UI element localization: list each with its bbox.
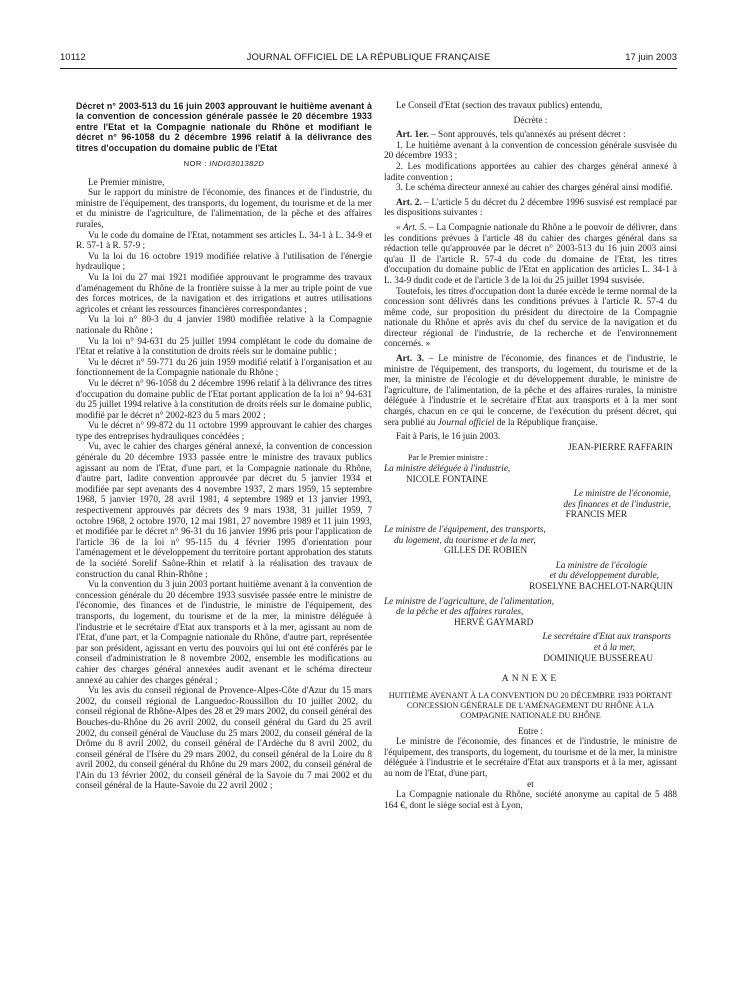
article-3-label: Art. 3. <box>396 354 424 365</box>
issue-date: 17 juin 2003 <box>625 52 677 63</box>
article-1-item: 2. Les modifications apportées au cahier des charges général annexé à ladite convention ; <box>384 161 677 183</box>
article-1-item: 1. Le huitième avenant à la convention de concession générale susvisée du 20 décembre 1933 ; <box>384 140 677 162</box>
entre-heading: Entre : <box>518 726 543 737</box>
nor-label: NOR : <box>183 159 207 169</box>
article-2 <box>384 198 677 219</box>
paragraph: Vu le décret n° 96-1058 du 2 décembre 1996 relatif à la délivrance des titres d'occupation du domaine public de l'Etat portant application de la loi n° 94-631 du 25 juillet 1994 relative à la constitution de droits réels sur le domaine public, modifié par le décret n° 2002-823 du 5 mars 2002 ; <box>76 378 372 421</box>
signatory-role: Le ministre de l'équipement, des transports, <box>384 524 546 535</box>
nor-reference <box>76 159 372 170</box>
article-1 <box>384 130 677 141</box>
article-3-text: – Le ministre de l'économie, des finances et de l'industrie, le ministre de l'équipement, des transports, du logement, du tourisme et de la mer, la ministre de l'écologie et du développement durable, le ministre de l'agriculture, de l'alimentation, de la pêche et des affaires rurales, la ministre déléguée à l'industrie et le secrétaire d'Etat aux transports et à la mer sont chargés, chacun en ce qui le concerne, de l'exécution du présent décret, qui sera publié au <box>384 354 677 428</box>
signatory-name: GILLES DE ROBIEN <box>444 546 528 557</box>
article-3 <box>384 354 677 428</box>
article-3-end: de la République française. <box>494 417 598 428</box>
left-column <box>76 101 372 792</box>
paragraph: Sur le rapport du ministre de l'économie, des finances et de l'industrie, du ministre de l'équipement, des transports, du logement, du tourisme et de la mer et du ministre de l'agriculture, de l'alimentation, de la pêche et des affaires rurales, <box>76 188 372 230</box>
article-5-quote <box>384 223 677 287</box>
paragraph: Vu le code du domaine de l'Etat, notamment ses articles L. 34-1 à L. 34-9 et R. 57-1 à R. 57-9 ; <box>76 230 372 252</box>
article-1-item: 3. Le schéma directeur annexé au cahier des charges général ainsi modifié. <box>396 183 673 194</box>
par-le-premier-ministre: Par le Premier ministre : <box>408 453 489 463</box>
signatory-role: et à la mer, <box>593 642 635 653</box>
signatory-role: Le ministre de l'agriculture, de l'alimentation, <box>384 596 555 607</box>
entre-paragraph: Le ministre de l'économie, des finances et de l'industrie, le ministre de l'équipement, des transports, du logement, du tourisme et de la mer, la ministre déléguée à l'industrie et le secrétaire d'Etat aux transports et à la mer, agissant au nom de l'Etat, d'une part, <box>384 737 677 780</box>
header-rule <box>60 68 677 69</box>
paragraph: Vu, avec le cahier des charges général annexé, la convention de concession générale du 20 décembre 1933 passée entre le ministre des travaux publics agissant au nom de l'Etat, d'une part, et la Compagnie nationale du Rhône, d'autre part, ladite convention approuvée par décret du 5 janvier 1934 et modifiée par sept avenants des 4 novembre 1937, 2 mars 1959, 15 septembre 1968, 5 janvier 1970, 28 avril 1981, 4 septembre 1989 et 13 janvier 1993, respectivement approuvés par décrets des 9 mars 1938, 31 juillet 1959, 7 octobre 1968, 2 octobre 1970, 12 mai 1981, 27 novembre 1989 et 11 juin 1993, et modifiée par le décret n° 96-31 du 16 janvier 1996 pris pour l'application de l'article 36 de la loi n° 95-115 du 4 février 1995 d'orientation pour l'aménagement et le développement du territoire portant approbation des statuts de la société Sorelif Saône-Rhin et relatif à la réalisation des travaux de construction du canal Rhin-Rhône ; <box>76 442 372 580</box>
signatory-name: HERVÉ GAYMARD <box>454 617 534 628</box>
signatory-name: FRANCIS MER <box>565 510 627 521</box>
cnr-paragraph: La Compagnie nationale du Rhône, société anonyme au capital de 5 488 164 €, dont le siège social est à Lyon, <box>384 790 677 811</box>
paragraph: Vu la loi du 27 mai 1921 modifiée approuvant le programme des travaux d'aménagement du Rhône de la frontière suisse à la mer au triple point de vue des forces motrices, de la navigation et des irrigations et autres utilisations agricoles et créant les ressources financières correspondantes ; <box>76 272 372 315</box>
signatory-name: ROSELYNE BACHELOT-NARQUIN <box>529 581 673 592</box>
nor-code: INDI0301382D <box>209 159 265 169</box>
signatory-role: et du développement durable, <box>549 571 659 582</box>
annexe-heading: ANNEXE <box>501 673 560 685</box>
signatory-name: DOMINIQUE BUSSEREAU <box>543 653 653 664</box>
prime-minister-signature: JEAN-PIERRE RAFFARIN <box>568 442 673 453</box>
right-column <box>384 101 677 811</box>
page-header <box>60 52 677 66</box>
signatory-name: NICOLE FONTAINE <box>406 474 488 485</box>
annexe-title: HUITIÈME AVENANT À LA CONVENTION DU 20 DÉCEMBRE 1933 PORTANT CONCESSION GÉNÉRALE DE L'AMÉNAGEMENT DU RHÔNE À LA COMPAGNIE NATIONALE DU RHÔNE <box>388 690 673 720</box>
conseil-paragraph: Le Conseil d'Etat (section des travaux publics) entendu, <box>396 101 603 111</box>
signatory-role: Le secrétaire d'Etat aux transports <box>542 632 671 643</box>
signatory-role: La ministre de l'écologie <box>555 560 647 571</box>
et-separator: et <box>527 779 534 790</box>
paragraph: Vu la loi n° 80-3 du 4 janvier 1980 modifiée relative à la Compagnie nationale du Rhône ; <box>76 315 372 336</box>
paragraph: Le Premier ministre, <box>88 177 165 188</box>
paragraph: Vu la loi n° 94-631 du 25 juillet 1994 complétant le code du domaine de l'Etat et relative à la constitution de droits réels sur le domaine public ; <box>76 336 372 358</box>
article-5-label: « Art. 5. <box>396 222 427 233</box>
article-5-text: – La Compagnie nationale du Rhône a le pouvoir de délivrer, dans les conditions prévues à l'article 48 du cahier des charges général dans sa rédaction telle qu'approuvée par le décret n° 2003-513 du 16 juin 2003 ainsi qu'au II de l'article R. 57-4 du code du domaine de l'Etat, les titres d'occupation du domaine public de l'Etat en application des articles L. 34-1 à L. 34-9 dudit code et de l'article 3 de la loi du 25 juillet 1994 susvisée. <box>384 222 677 286</box>
paragraph: Vu la convention du 3 juin 2003 portant huitième avenant à la convention de concession générale du 20 décembre 1933 susvisée passée entre le ministre de l'économie, des finances et de l'industrie, le ministre de l'équipement, des transports, du logement, du tourisme et de la mer, la ministre déléguée à l'industrie et le secrétaire d'Etat aux transports et à la mer, agissant au nom de l'Etat, d'une part, et la Compagnie nationale du Rhône, d'autre part, représentée par son président, agissant en vertu des pouvoirs qui lui ont été conférés par le conseil d'administration le 8 novembre 2002, ensemble les modifications au cahier des charges général annexées audit avenant et le schéma directeur annexé au cahier des charges général ; <box>76 580 372 686</box>
page-number: 10112 <box>60 52 86 63</box>
decree-title: Décret n° 2003-513 du 16 juin 2003 approuvant le huitième avenant à la convention de concession générale passée le 20 décembre 1933 entre l'Etat et la Compagnie nationale du Rhône et modifiant le décret n° 96-1058 du 2 décembre 1996 relatif à la délivrance des titres d'occupation du domaine public de l'Etat <box>76 101 372 153</box>
fait-a-paris: Fait à Paris, le 16 juin 2003. <box>396 432 501 443</box>
paragraph: Vu le décret n° 99-872 du 11 octobre 1999 approuvant le cahier des charges type des entreprises hydrauliques concédées ; <box>76 421 372 442</box>
article-2-label: Art. 2. <box>396 197 422 208</box>
decrete-heading: Décrète : <box>513 115 548 126</box>
signatory-role: des finances et de l'industrie, <box>563 499 671 510</box>
signatory-role: Le ministre de l'économie, <box>573 489 671 500</box>
article-1-label: Art. 1er. <box>396 130 429 141</box>
article-2-text: – L'article 5 du décret du 2 décembre 1996 susvisé est remplacé par les dispositions suivantes : <box>384 197 677 219</box>
signatory-role: de la pêche et des affaires rurales, <box>396 607 524 618</box>
journal-title: JOURNAL OFFICIEL DE LA RÉPUBLIQUE FRANÇAISE <box>246 52 491 63</box>
paragraph: Vu le décret n° 59-771 du 26 juin 1959 modifié relatif à l'organisation et au fonctionnement de la Compagnie nationale du Rhône ; <box>76 357 372 379</box>
signatory-role: La ministre déléguée à l'industrie, <box>384 464 511 474</box>
paragraph: Vu les avis du conseil régional de Provence-Alpes-Côte d'Azur du 15 mars 2002, du conseil régional de Languedoc-Roussillon du 10 juillet 2002, du conseil régional de Rhône-Alpes des 28 et 29 mars 2002, du conseil général des Bouches-du-Rhône du 26 avril 2002, du conseil général du Gard du 25 avril 2002, du conseil général de Vaucluse du 25 mars 2002, du conseil général de la Drôme du 8 avril 2002, du conseil général de l'Ardèche du 8 avril 2002, du conseil général de l'Isère du 29 mars 2002, du conseil général de la Loire du 8 avril 2002, du conseil général du Rhône du 29 mars 2002, du conseil général de l'Ain du 13 février 2002, du conseil général de la Savoie du 7 mai 2002 et du conseil général de la Haute-Savoie du 22 avril 2002 ; <box>76 686 372 792</box>
article-5-paragraph-2: Toutefois, les titres d'occupation dont la durée excède le terme normal de la concession sont délivrés dans les conditions prévues à l'article R. 57-4 du même code, sur proposition du président du directoire de la Compagnie nationale du Rhône et après avis du chef du service de la navigation et du directeur régional de l'industrie, de la recherche et de l'environnement concernés. » <box>384 286 677 350</box>
journal-officiel-ref: Journal officiel <box>437 417 495 428</box>
signatory-role: du logement, du tourisme et de la mer, <box>394 535 536 546</box>
paragraph: Vu la loi du 16 octobre 1919 modifiée relative à l'utilisation de l'énergie hydraulique ; <box>76 251 372 273</box>
article-1-text: – Sont approuvés, tels qu'annexés au présent décret : <box>428 130 626 141</box>
